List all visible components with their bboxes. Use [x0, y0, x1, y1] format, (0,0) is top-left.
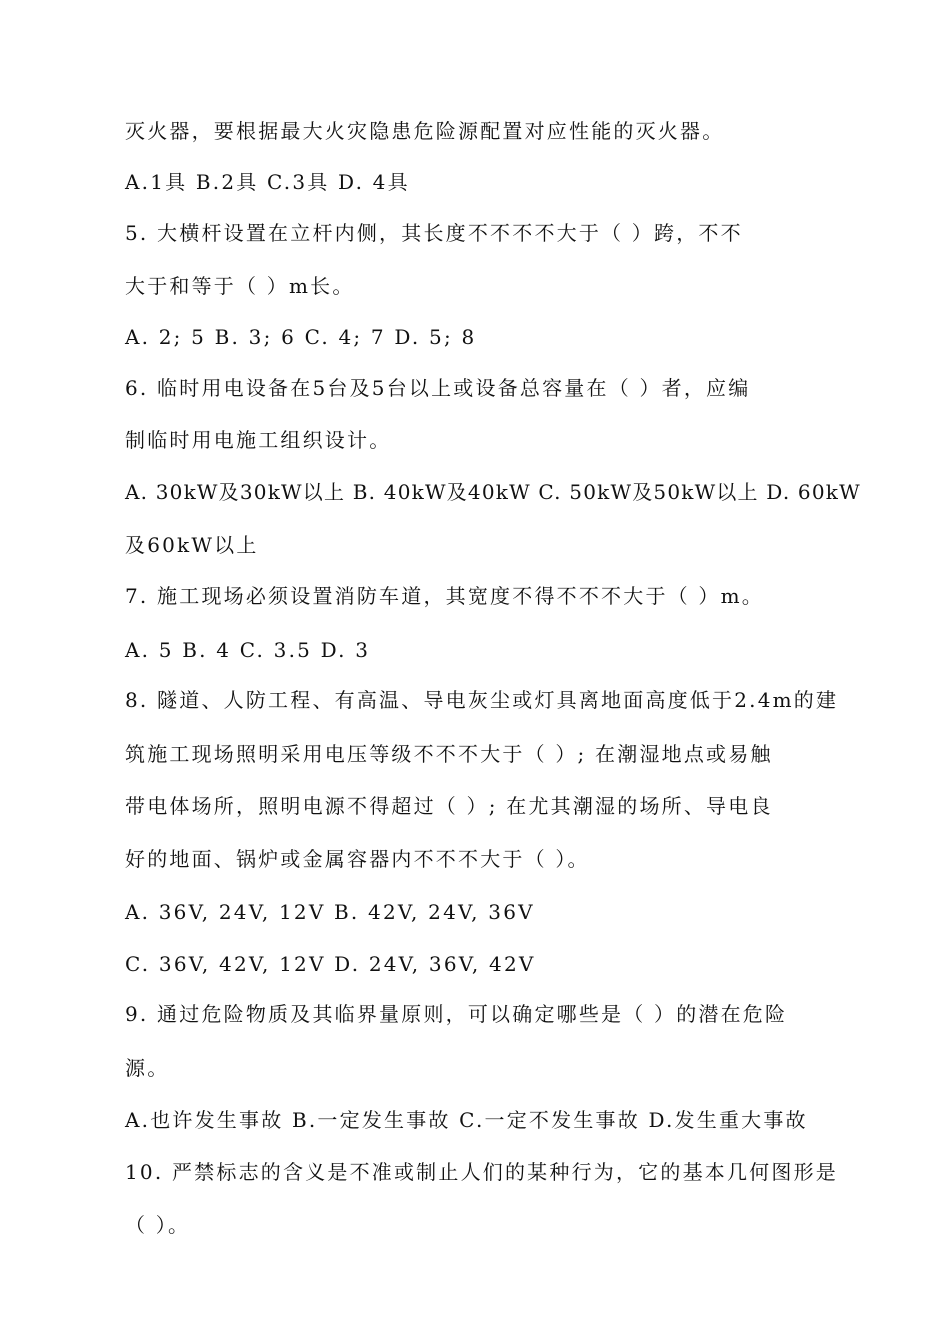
q6-stem-line-2: 制临时用电施工组织设计。 — [125, 428, 392, 452]
q8-stem-line-4: 好的地面、锅炉或金属容器内不不不大于（ ）。 — [125, 847, 590, 871]
q5-stem-line-2: 大于和等于（ ）m长。 — [125, 274, 355, 298]
q4-options: A.1具 B.2具 C.3具 D. 4具 — [125, 170, 410, 194]
q8-options-line-2: C. 36V, 42V, 12V D. 24V, 36V, 42V — [125, 952, 536, 976]
q10-stem-line-1: 10. 严禁标志的含义是不准或制止人们的某种行为，它的基本几何图形是 — [125, 1160, 838, 1184]
q6-stem-line-1: 6. 临时用电设备在5台及5台以上或设备总容量在（ ）者，应编 — [125, 376, 751, 400]
q10-stem-line-2: （ ）。 — [125, 1213, 191, 1237]
q8-stem-line-2: 筑施工现场照明采用电压等级不不不大于（ ）; 在潮湿地点或易触 — [125, 742, 773, 766]
q9-options: A.也许发生事故 B.一定发生事故 C.一定不发生事故 D.发生重大事故 — [125, 1108, 808, 1132]
q8-options-line-1: A. 36V, 24V, 12V B. 42V, 24V, 36V — [125, 900, 535, 924]
q7-options: A. 5 B. 4 C. 3.5 D. 3 — [125, 638, 371, 662]
q9-stem-line-1: 9. 通过危险物质及其临界量原则，可以确定哪些是（ ）的潜在危险 — [125, 1002, 788, 1026]
q9-stem-line-2: 源。 — [125, 1056, 170, 1080]
q6-options-line-2: 及60kW以上 — [125, 533, 259, 557]
q8-stem-line-3: 带电体场所，照明电源不得超过（ ）; 在尤其潮湿的场所、导电良 — [125, 794, 773, 818]
q5-stem-line-1: 5. 大横杆设置在立杆内侧，其长度不不不不大于（ ）跨，不不 — [125, 221, 743, 245]
q7-stem: 7. 施工现场必须设置消防车道，其宽度不得不不不大于（ ）m。 — [125, 584, 764, 608]
q5-options: A. 2; 5 B. 3; 6 C. 4; 7 D. 5; 8 — [125, 325, 477, 349]
q8-stem-line-1: 8. 隧道、人防工程、有高温、导电灰尘或灯具离地面高度低于2.4m的建 — [125, 688, 839, 712]
text-line-extinguisher-rule: 灭火器，要根据最大火灾隐患危险源配置对应性能的灭火器。 — [125, 119, 725, 143]
q6-options-line-1: A. 30kW及30kW以上 B. 40kW及40kW C. 50kW及50kW以上 D. 60kW — [125, 480, 861, 504]
